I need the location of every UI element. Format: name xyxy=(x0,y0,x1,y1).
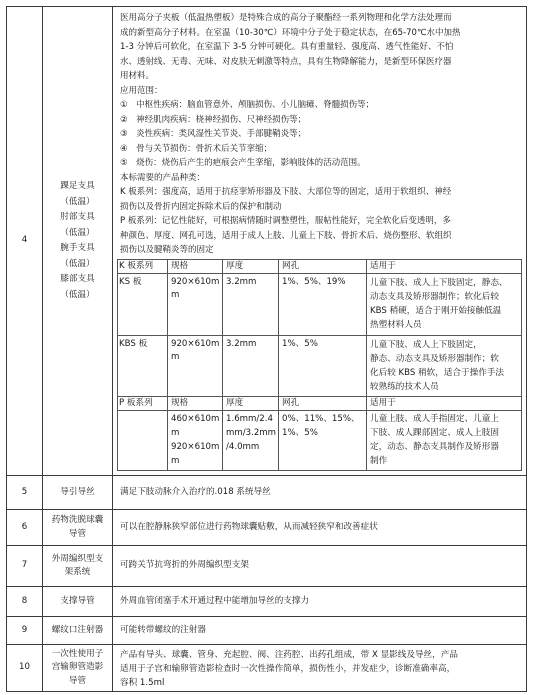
description-line: 1-3 分钟后可软化，在室温下 3-5 分钟可硬化。具有重量轻、强度高、透气性能好、不怕 xyxy=(120,42,454,52)
description-line: 适用于子宫和输卵管造影检查时一次性操作简单，损伤性小，并发症少，诊断准确率高， xyxy=(120,664,456,674)
cell-text: 920×610m xyxy=(171,442,220,452)
cell-text: 920×610m xyxy=(171,339,220,349)
inner-header-cell xyxy=(282,397,364,410)
header-text: K 板系列 xyxy=(119,260,154,271)
inner-header-cell xyxy=(119,260,167,273)
cell-text: 1%、5% xyxy=(282,428,318,438)
cell-text: 0%、11%、15%、 xyxy=(282,414,360,424)
cell-text: 1%、5%、19% xyxy=(282,277,346,287)
cell-text: 热塑材料人员 xyxy=(370,320,422,330)
inner-cell-name xyxy=(119,338,167,351)
cell-text: 制作 xyxy=(370,456,388,466)
row-number-text: 5 xyxy=(21,486,28,497)
inner-cell-spec xyxy=(171,276,221,303)
item-name-line: 外周编织型支 xyxy=(51,553,104,564)
cell-text: /4.0mm xyxy=(226,442,260,452)
cell-text: m xyxy=(171,290,180,301)
description-line: K 板系列：强度高，适用于抗痉挛矫形器及下肢、大部位等的固定，适用于软组织、神经 xyxy=(120,187,452,197)
cell-text: 定，动态、静态支具制作及矫形器 xyxy=(370,442,499,452)
row-number xyxy=(7,617,42,644)
row-number xyxy=(7,587,42,616)
item-name-line: 螺纹口注射器 xyxy=(51,624,104,635)
row-number xyxy=(7,546,42,586)
item-description xyxy=(120,648,524,690)
description-line: 损伤以及骨折内固定拆除术后的保护和制动 xyxy=(120,201,282,212)
item-name xyxy=(43,476,112,509)
inner-cell-hole xyxy=(282,276,364,289)
description-line: ① 中枢性疾病：脑血管意外、颅脑损伤、小儿脑瘫、脊髓损伤等； xyxy=(120,100,375,110)
inner-header-cell xyxy=(282,260,364,273)
row-number-text: 6 xyxy=(21,521,28,532)
description-line: 产品有导头、球囊、管身、充起腔、阀、注药腔、出药孔组成，带 X 显影线及导丝，产品 xyxy=(120,650,458,660)
cell-text: KBS 板 xyxy=(119,339,148,349)
item-name-line: 导管 xyxy=(68,675,87,686)
item-name xyxy=(43,645,112,691)
header-text: 适用于 xyxy=(370,260,396,271)
inner-table-right-border xyxy=(521,259,522,471)
cell-text: m xyxy=(171,456,180,466)
description-line: 种颜色、厚度、网孔可选，适用于成人上肢、儿童上下肢、骨折术后、烧伤整形、软组织 xyxy=(120,230,452,241)
cell-text: 静态、动态支具及矫形器制作；软 xyxy=(370,354,499,364)
item-name xyxy=(43,617,112,644)
cell-text: KS 板 xyxy=(119,277,142,287)
inner-col-divider xyxy=(366,259,367,471)
header-text: 厚度 xyxy=(226,397,244,408)
inner-cell-hole xyxy=(282,412,366,440)
row-number-text: 8 xyxy=(21,595,28,606)
cell-text: mm/3.2mm xyxy=(226,428,277,438)
inner-header-cell xyxy=(370,260,520,273)
item-name xyxy=(43,510,112,545)
header-text: 规格 xyxy=(171,260,189,271)
item-name-line: （低温） xyxy=(60,196,95,207)
item-name-line: 药物洗脱球囊 xyxy=(51,515,104,526)
table-right-border xyxy=(526,6,527,692)
inner-header-cell xyxy=(370,397,520,410)
inner-cell-use xyxy=(370,412,520,468)
cell-text: 1.6mm/2.4 xyxy=(226,414,273,424)
header-text: 适用于 xyxy=(370,397,396,408)
inner-cell-thickness xyxy=(226,276,276,289)
item-name xyxy=(43,546,112,586)
inner-col-divider xyxy=(278,259,279,471)
cell-text: KBS 稍硬，适合于刚开始接触低温 xyxy=(370,306,502,316)
item-name-line: 腕手支具 xyxy=(60,243,95,253)
inner-table-bottom-border xyxy=(117,470,522,471)
inner-header-cell xyxy=(171,397,221,410)
item-description xyxy=(120,510,524,545)
description-line: 满足下肢动脉介入治疗的.018 系统导丝 xyxy=(120,486,271,497)
description-line: 损伤以及腱鞘炎等的固定 xyxy=(120,245,214,255)
inner-col-divider xyxy=(167,259,168,471)
inner-cell-name xyxy=(119,276,167,289)
description-line: 成的新型高分子材料。在室温（10-30℃）环境中分子处于稳定状态，在65-70℃水中加热 xyxy=(120,27,461,38)
cell-text: 儿童下肢、成人上下肢固定， xyxy=(370,340,482,350)
item-name-line: 导引导丝 xyxy=(60,486,95,497)
header-text: 厚度 xyxy=(226,260,244,271)
inner-cell-thickness xyxy=(226,338,276,351)
cell-text: 动态支具及矫形器制作；软化后较 xyxy=(370,292,499,302)
inner-col-divider xyxy=(222,259,223,471)
description-line: 可能转带螺纹的注射器 xyxy=(120,624,206,635)
description-line: 水、透射线、无毒、无味、对皮肤无刺激等特点，具有生物降解能力，是新型环保医疗器 xyxy=(120,56,452,67)
description-line: 外周血管闭塞手术开通过程中能增加导丝的支撑力 xyxy=(120,595,310,606)
cell-text: m xyxy=(171,428,180,438)
inner-cell-use xyxy=(370,338,520,394)
cell-text: 920×610m xyxy=(171,277,220,287)
cell-text: 3.2mm xyxy=(226,339,257,349)
col-divider-name xyxy=(112,6,113,692)
description-line: 可以在腔静脉狭窄部位进行药物球囊贴敷，从而减轻狭窄和改善症状 xyxy=(120,521,378,532)
cell-text: 1%、5% xyxy=(282,339,318,349)
inner-header-cell xyxy=(226,260,276,273)
item-name-line: 踝足支具 xyxy=(60,181,95,191)
cell-text: 儿童下肢、成人上下肢固定，静态、 xyxy=(370,278,508,288)
description-line: 可跨关节抗弯折的外周编织型支架 xyxy=(120,560,249,571)
description-line: ③ 炎性疾病：类风湿性关节炎、手部腱鞘炎等； xyxy=(120,129,307,139)
inner-table-left-border xyxy=(117,259,118,471)
cell-text: m xyxy=(171,352,180,363)
description-line: 用材料。 xyxy=(120,71,155,81)
inner-cell-thickness xyxy=(226,412,278,454)
description-line: 应用范围： xyxy=(120,85,163,96)
row-number xyxy=(7,476,42,509)
row-number xyxy=(7,510,42,545)
cell-text: 较熟练的技术人员 xyxy=(370,382,439,392)
cell-text: 儿童上肢、成人手指固定、儿童上 xyxy=(370,414,499,424)
header-text: 规格 xyxy=(171,397,189,408)
header-text: P 板系列 xyxy=(119,397,153,408)
item-name-line: 支撑导管 xyxy=(60,595,95,606)
inner-header-cell xyxy=(171,260,221,273)
description-line: P 板系列：记忆性能好，可根据病情随时调整塑性，服帖性能好，完全软化后变透明，多 xyxy=(120,216,451,226)
cell-text: 化后较 KBS 稍软，适合于操作手法 xyxy=(370,368,505,378)
cell-text: 下肢、成人踝部固定、成人上肢固 xyxy=(370,428,499,438)
item-name xyxy=(43,587,112,616)
inner-header-cell xyxy=(226,397,276,410)
description-line: 本标需要的产品种类： xyxy=(120,172,206,183)
item-description xyxy=(120,587,524,616)
header-text: 网孔 xyxy=(282,397,300,408)
description-line: ④ 骨与关节损伤：骨折术后关节挛缩； xyxy=(120,143,273,154)
item-description xyxy=(120,617,524,644)
table-bottom-border xyxy=(6,691,527,692)
item-description xyxy=(120,11,524,258)
item-name-line: （低温） xyxy=(60,289,95,300)
item-description xyxy=(120,476,524,509)
item-name-line: 一次性使用子 xyxy=(51,649,104,660)
item-name-line: 宫输卵管造影 xyxy=(51,662,104,673)
row-number-text: 9 xyxy=(21,624,28,635)
item-name-line: 肘部支具 xyxy=(60,212,95,222)
item-name xyxy=(43,7,112,475)
item-name-line: （低温） xyxy=(60,258,95,269)
description-line: ② 神经肌肉疾病：桡神经损伤、尺神经损伤等； xyxy=(120,114,307,125)
inner-cell-hole xyxy=(282,338,364,351)
row-number-text: 10 xyxy=(19,662,30,673)
cell-text: 460×610m xyxy=(171,414,220,424)
row-number xyxy=(7,645,42,691)
description-line: ⑤ 烧伤：烧伤后产生的疤痕会产生挛缩，影响肢体的活动范围。 xyxy=(120,158,366,168)
inner-row-divider-ks-kbs xyxy=(117,335,522,336)
inner-cell-use xyxy=(370,276,520,332)
description-line: 医用高分子夹板（低温热塑板）是特殊合成的高分子聚酯经一系列物理和化学方法处理而 xyxy=(120,13,452,23)
inner-cell-spec xyxy=(171,338,221,365)
cell-text: 3.2mm xyxy=(226,277,257,287)
item-name-line: 架系统 xyxy=(64,567,91,577)
inner-header-cell xyxy=(119,397,167,410)
row-number xyxy=(7,7,42,475)
item-name-line: 膝部支具 xyxy=(60,274,95,284)
item-name-line: 导管 xyxy=(68,528,87,539)
item-name-line: （低温） xyxy=(60,227,95,238)
item-description xyxy=(120,546,524,586)
header-text: 网孔 xyxy=(282,260,300,271)
inner-cell-spec xyxy=(171,412,221,468)
description-line: 容积 1.5ml xyxy=(120,678,165,688)
row-number-text: 7 xyxy=(21,560,28,571)
row-number-text: 4 xyxy=(21,235,28,246)
